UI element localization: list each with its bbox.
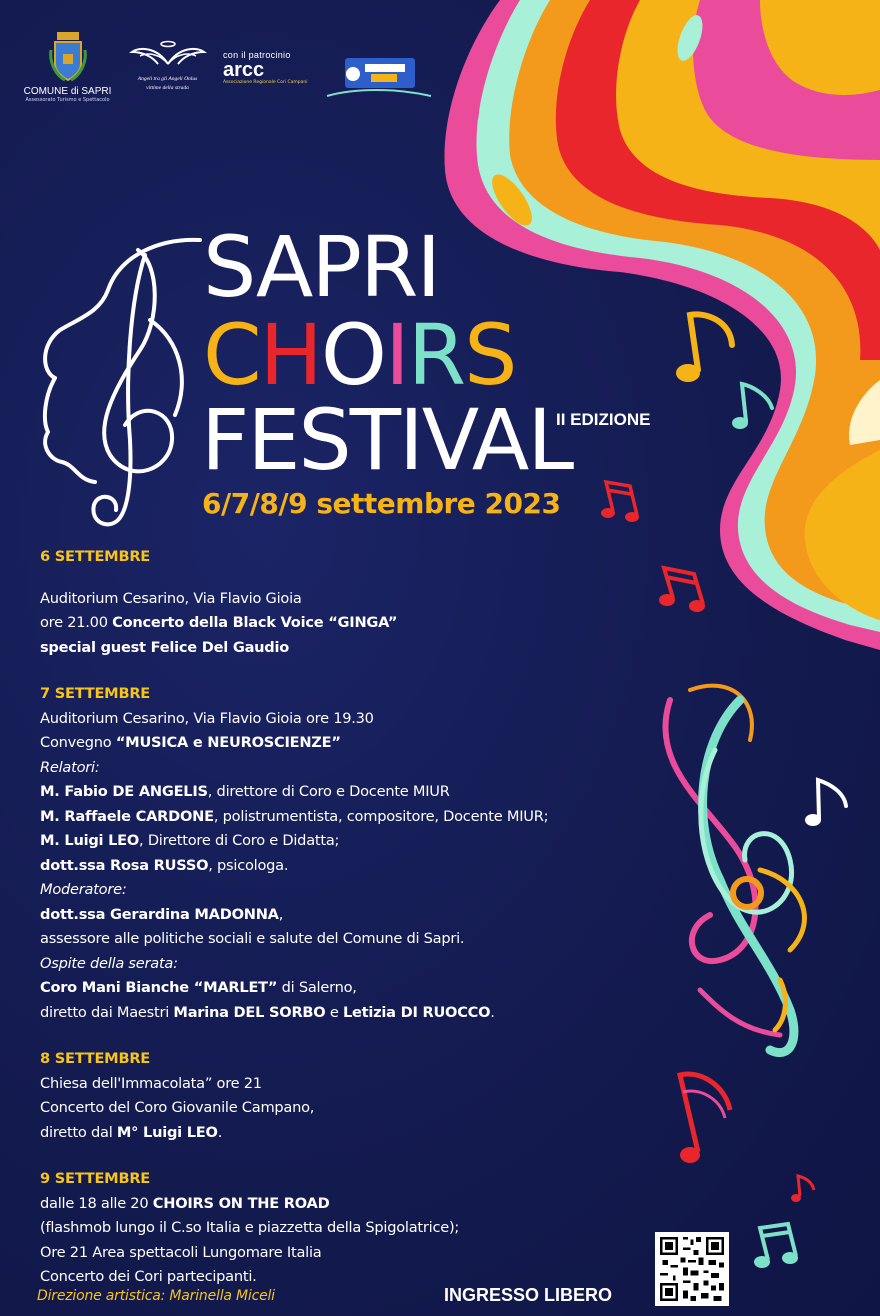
- comune-di-sapri-logo: [20, 30, 115, 103]
- comune-label: COMUNE di SAPRI: [23, 86, 112, 97]
- program-line: special guest Felice Del Gaudio: [40, 638, 290, 656]
- angeli-onlus-logo: [120, 38, 215, 92]
- colorful-treble-clef-icon: [665, 686, 804, 1053]
- program-line: Relatori:: [40, 758, 100, 776]
- program-line: Auditorium Cesarino, Via Flavio Gioia ore 19.30: [40, 709, 374, 727]
- program-line: diretto dal M° Luigi LEO.: [40, 1123, 223, 1141]
- title-sapri: SAPRI: [203, 218, 440, 316]
- program: [40, 545, 660, 1290]
- music-note-icon: [754, 1224, 798, 1268]
- program-line: dott.ssa Gerardina MADONNA,: [40, 905, 284, 923]
- music-note-icon: [659, 568, 705, 612]
- title-festival: FESTIVAL: [201, 391, 573, 489]
- music-note-icon: [791, 1176, 814, 1202]
- title-letter-s: S: [464, 306, 516, 404]
- music-note-icon: [601, 482, 639, 522]
- program-line: assessore alle politiche sociali e salute del Comune di Sapri.: [40, 930, 465, 947]
- music-note-icon: [676, 314, 732, 382]
- presidio-emblem-icon: [325, 52, 433, 100]
- arcc-sub: Associazione Regionale Cori Campani: [223, 80, 308, 85]
- program-line: diretto dai Maestri Marina DEL SORBO e Letizia DI RUOCCO.: [40, 1003, 495, 1021]
- program-line: Ore 21 Area spettacoli Lungomare Italia: [40, 1243, 322, 1261]
- angel-wings-icon: [128, 38, 208, 70]
- arcc-name: arcc: [223, 59, 265, 81]
- day-heading: 6 SETTEMBRE: [40, 548, 151, 565]
- artistic-direction: Direzione artistica: Marinella Miceli: [37, 1288, 275, 1304]
- festival-dates: 6/7/8/9 settembre 2023: [202, 487, 561, 520]
- day-heading: 7 SETTEMBRE: [40, 685, 151, 702]
- program-line: M. Fabio DE ANGELIS, direttore di Coro e Docente MIUR: [40, 783, 450, 800]
- presidio-logo: [325, 52, 435, 104]
- program-line: Chiesa dell'Immacolata” ore 21: [40, 1074, 262, 1092]
- title-letter-o: O: [320, 306, 385, 404]
- program-line: Moderatore:: [40, 881, 127, 898]
- program-line: Concerto del Coro Giovanile Campano,: [40, 1099, 315, 1116]
- program-line: Concerto dei Cori partecipanti.: [40, 1268, 257, 1285]
- program-line: M. Luigi LEO, Direttore di Coro e Didatta;: [40, 832, 340, 849]
- music-note-icon: [680, 1074, 730, 1163]
- title-letter-i: I: [384, 306, 408, 404]
- title-letter-c: C: [203, 306, 260, 404]
- program-line: M. Raffaele CARDONE, polistrumentista, compositore, Docente MIUR;: [40, 807, 549, 825]
- free-entry-label: INGRESSO LIBERO: [444, 1285, 613, 1305]
- angeli-caption-1: Angeli tra gli Angeli Onlus: [137, 76, 198, 82]
- arcc-logo: [223, 50, 318, 85]
- program-line: (flashmob lungo il C.so Italia e piazzetta della Spigolatrice);: [40, 1219, 460, 1236]
- program-line: dott.ssa Rosa RUSSO, psicologa.: [40, 856, 289, 874]
- treble-clef-face-icon: [45, 240, 200, 525]
- program-line: Convegno “MUSICA e NEUROSCIENZE”: [40, 734, 341, 751]
- comune-sub: Assessorato Turismo e Spettacolo: [25, 97, 110, 103]
- program-line: Auditorium Cesarino, Via Flavio Gioia: [40, 589, 302, 607]
- angeli-caption-2: vittime della strada: [146, 85, 189, 91]
- day-heading: 9 SETTEMBRE: [40, 1170, 151, 1187]
- program-line: Ospite della serata:: [40, 954, 178, 972]
- title-letter-r: R: [407, 306, 465, 404]
- coat-of-arms-icon: [49, 30, 87, 82]
- day-heading: 8 SETTEMBRE: [40, 1050, 151, 1067]
- program-line: Coro Mani Bianche “MARLET” di Salerno,: [40, 979, 357, 996]
- qr-code-icon[interactable]: [655, 1232, 729, 1306]
- title-letter-h: H: [259, 306, 321, 404]
- patrocinio-label: con il patrocinio: [223, 50, 291, 60]
- music-note-icon: [732, 384, 772, 429]
- music-note-icon: [805, 780, 846, 826]
- edition-label: II EDIZIONE: [556, 410, 651, 429]
- title-choirs: [203, 306, 516, 404]
- program-line: ore 21.00 Concerto della Black Voice “GINGA”: [40, 614, 398, 631]
- program-line: dalle 18 alle 20 CHOIRS ON THE ROAD: [40, 1194, 330, 1212]
